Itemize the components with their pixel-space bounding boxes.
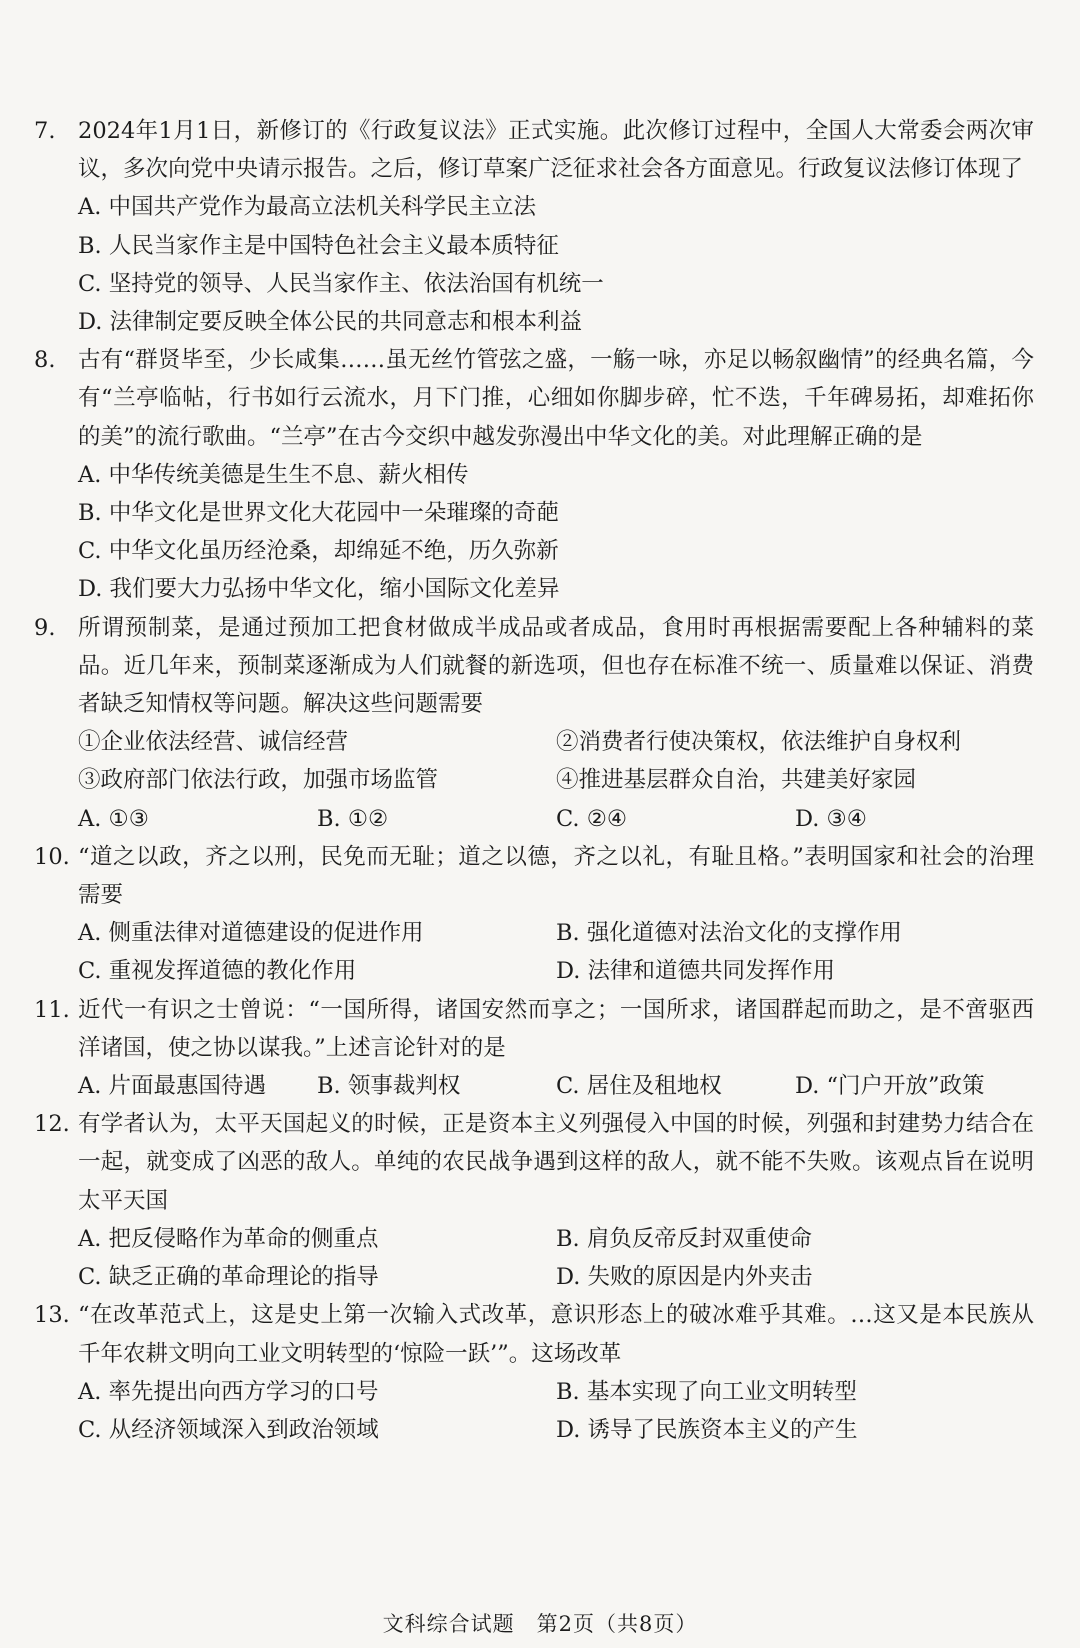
- option-b: B. 中华文化是世界文化大花园中一朵璀璨的奇葩: [78, 500, 559, 527]
- option-a: A. 中国共产党作为最高立法机关科学民主立法: [78, 194, 537, 221]
- option-a: A. ①③: [78, 805, 149, 832]
- statement-1: ①企业依法经营、诚信经营: [78, 729, 349, 756]
- option-b: B. 基本实现了向工业文明转型: [556, 1378, 857, 1405]
- option-d: D. ③④: [795, 805, 867, 832]
- option-d: D. 诱导了民族资本主义的产生: [556, 1416, 858, 1443]
- option-d: D. 我们要大力弘扬中华文化，缩小国际文化差异: [78, 576, 560, 603]
- option-list: [78, 1067, 1034, 1105]
- question-number: 10.: [34, 843, 70, 870]
- question-8: [34, 341, 1034, 608]
- statement-4: ④推进基层群众自治，共建美好家园: [556, 767, 917, 794]
- question-number: 8.: [34, 347, 56, 374]
- option-b: B. 肩负反帝反封双重使命: [556, 1225, 812, 1252]
- option-list: [78, 800, 1034, 838]
- question-7: [34, 112, 1034, 341]
- option-c: C. 坚持党的领导、人民当家作主、依法治国有机统一: [78, 270, 604, 297]
- statement-3: ③政府部门依法行政，加强市场监管: [78, 767, 439, 794]
- option-d: D. 法律制定要反映全体公民的共同意志和根本利益: [78, 309, 583, 336]
- question-number: 9.: [34, 614, 56, 641]
- option-a: A. 侧重法律对道德建设的促进作用: [78, 920, 424, 947]
- option-b: B. 领事裁判权: [317, 1073, 461, 1100]
- question-list: [34, 112, 1034, 1449]
- question-stem: “道之以政，齐之以刑，民免而无耻；道之以德，齐之以礼，有耻且格。”表明国家和社会的治理需要: [78, 843, 1034, 909]
- option-d: D. “门户开放”政策: [795, 1073, 985, 1100]
- page-footer: 文科综合试题 第2页（共8页）: [382, 1612, 698, 1636]
- option-c: C. 重视发挥道德的教化作用: [78, 958, 357, 985]
- question-number: 11.: [34, 996, 70, 1023]
- option-b: B. 人民当家作主是中国特色社会主义最本质特征: [78, 232, 559, 259]
- question-number: 12.: [34, 1111, 70, 1138]
- option-d: D. 失败的原因是内外夹击: [556, 1264, 813, 1291]
- question-13: [34, 1296, 1034, 1449]
- option-a: A. 中华传统美德是生生不息、薪火相传: [78, 461, 469, 488]
- option-a: A. 率先提出向西方学习的口号: [78, 1378, 379, 1405]
- question-9: [34, 609, 1034, 838]
- option-list: [78, 1373, 1034, 1449]
- option-c: C. 居住及租地权: [556, 1073, 722, 1100]
- question-stem: 2024年1月1日，新修订的《行政复议法》正式实施。此次修订过程中，全国人大常委会两次审议，多次向党中央请示报告。之后，修订草案广泛征求社会各方面意见。行政复议法修订体现了: [78, 118, 1034, 183]
- question-stem: 所谓预制菜，是通过预加工把食材做成半成品或者成品，食用时再根据需要配上各种辅料的菜品。近几年来，预制菜逐渐成为人们就餐的新选项，但也存在标准不统一、质量难以保证、消费者缺乏知情权等问题。解决这些问题需要: [78, 614, 1034, 718]
- question-stem: “在改革范式上，这是史上第一次输入式改革，意识形态上的破冰难乎其难。…这又是本民族从千年农耕文明向工业文明转型的‘惊险一跃’”。这场改革: [78, 1302, 1034, 1367]
- statement-list: [78, 723, 1034, 799]
- question-stem: 近代一有识之士曾说：“一国所得，诸国安然而享之；一国所求，诸国群起而助之，是不啻驱西洋诸国，使之协以谋我。”上述言论针对的是: [78, 996, 1034, 1061]
- question-stem: 有学者认为，太平天国起义的时候，正是资本主义列强侵入中国的时候，列强和封建势力结合在一起，就变成了凶恶的敌人。单纯的农民战争遇到这样的敌人，就不能不失败。该观点旨在说明太平天国: [78, 1111, 1034, 1214]
- question-number: 7.: [34, 118, 56, 144]
- option-a: A. 把反侵略作为革命的侧重点: [78, 1225, 379, 1252]
- option-c: C. 中华文化虽历经沧桑，却绵延不绝，历久弥新: [78, 538, 559, 565]
- option-list: [78, 1220, 1034, 1296]
- question-10: [34, 838, 1034, 991]
- option-a: A. 片面最惠国待遇: [78, 1073, 267, 1100]
- option-b: B. 强化道德对法治文化的支撑作用: [556, 920, 902, 947]
- question-number: 13.: [34, 1302, 70, 1329]
- option-c: C. 缺乏正确的革命理论的指导: [78, 1264, 379, 1291]
- option-d: D. 法律和道德共同发挥作用: [556, 958, 836, 985]
- option-b: B. ①②: [317, 805, 389, 832]
- option-list: [78, 914, 1034, 990]
- question-stem: 古有“群贤毕至，少长咸集……虽无丝竹管弦之盛，一觞一咏，亦足以畅叙幽情”的经典名篇，今有“兰亭临帖，行书如行云流水，月下门推，心细如你脚步碎，忙不迭，千年碑易拓，却难拓你的美”的流行歌曲。“兰亭”在古今交织中越发弥漫出中华文化的美。对此理解正确的是: [78, 347, 1034, 450]
- statement-2: ②消费者行使决策权，依法维护自身权利: [556, 729, 962, 756]
- option-c: C. 从经济领域深入到政治领域: [78, 1416, 379, 1443]
- question-12: [34, 1105, 1034, 1296]
- question-11: [34, 991, 1034, 1106]
- option-c: C. ②④: [556, 805, 628, 832]
